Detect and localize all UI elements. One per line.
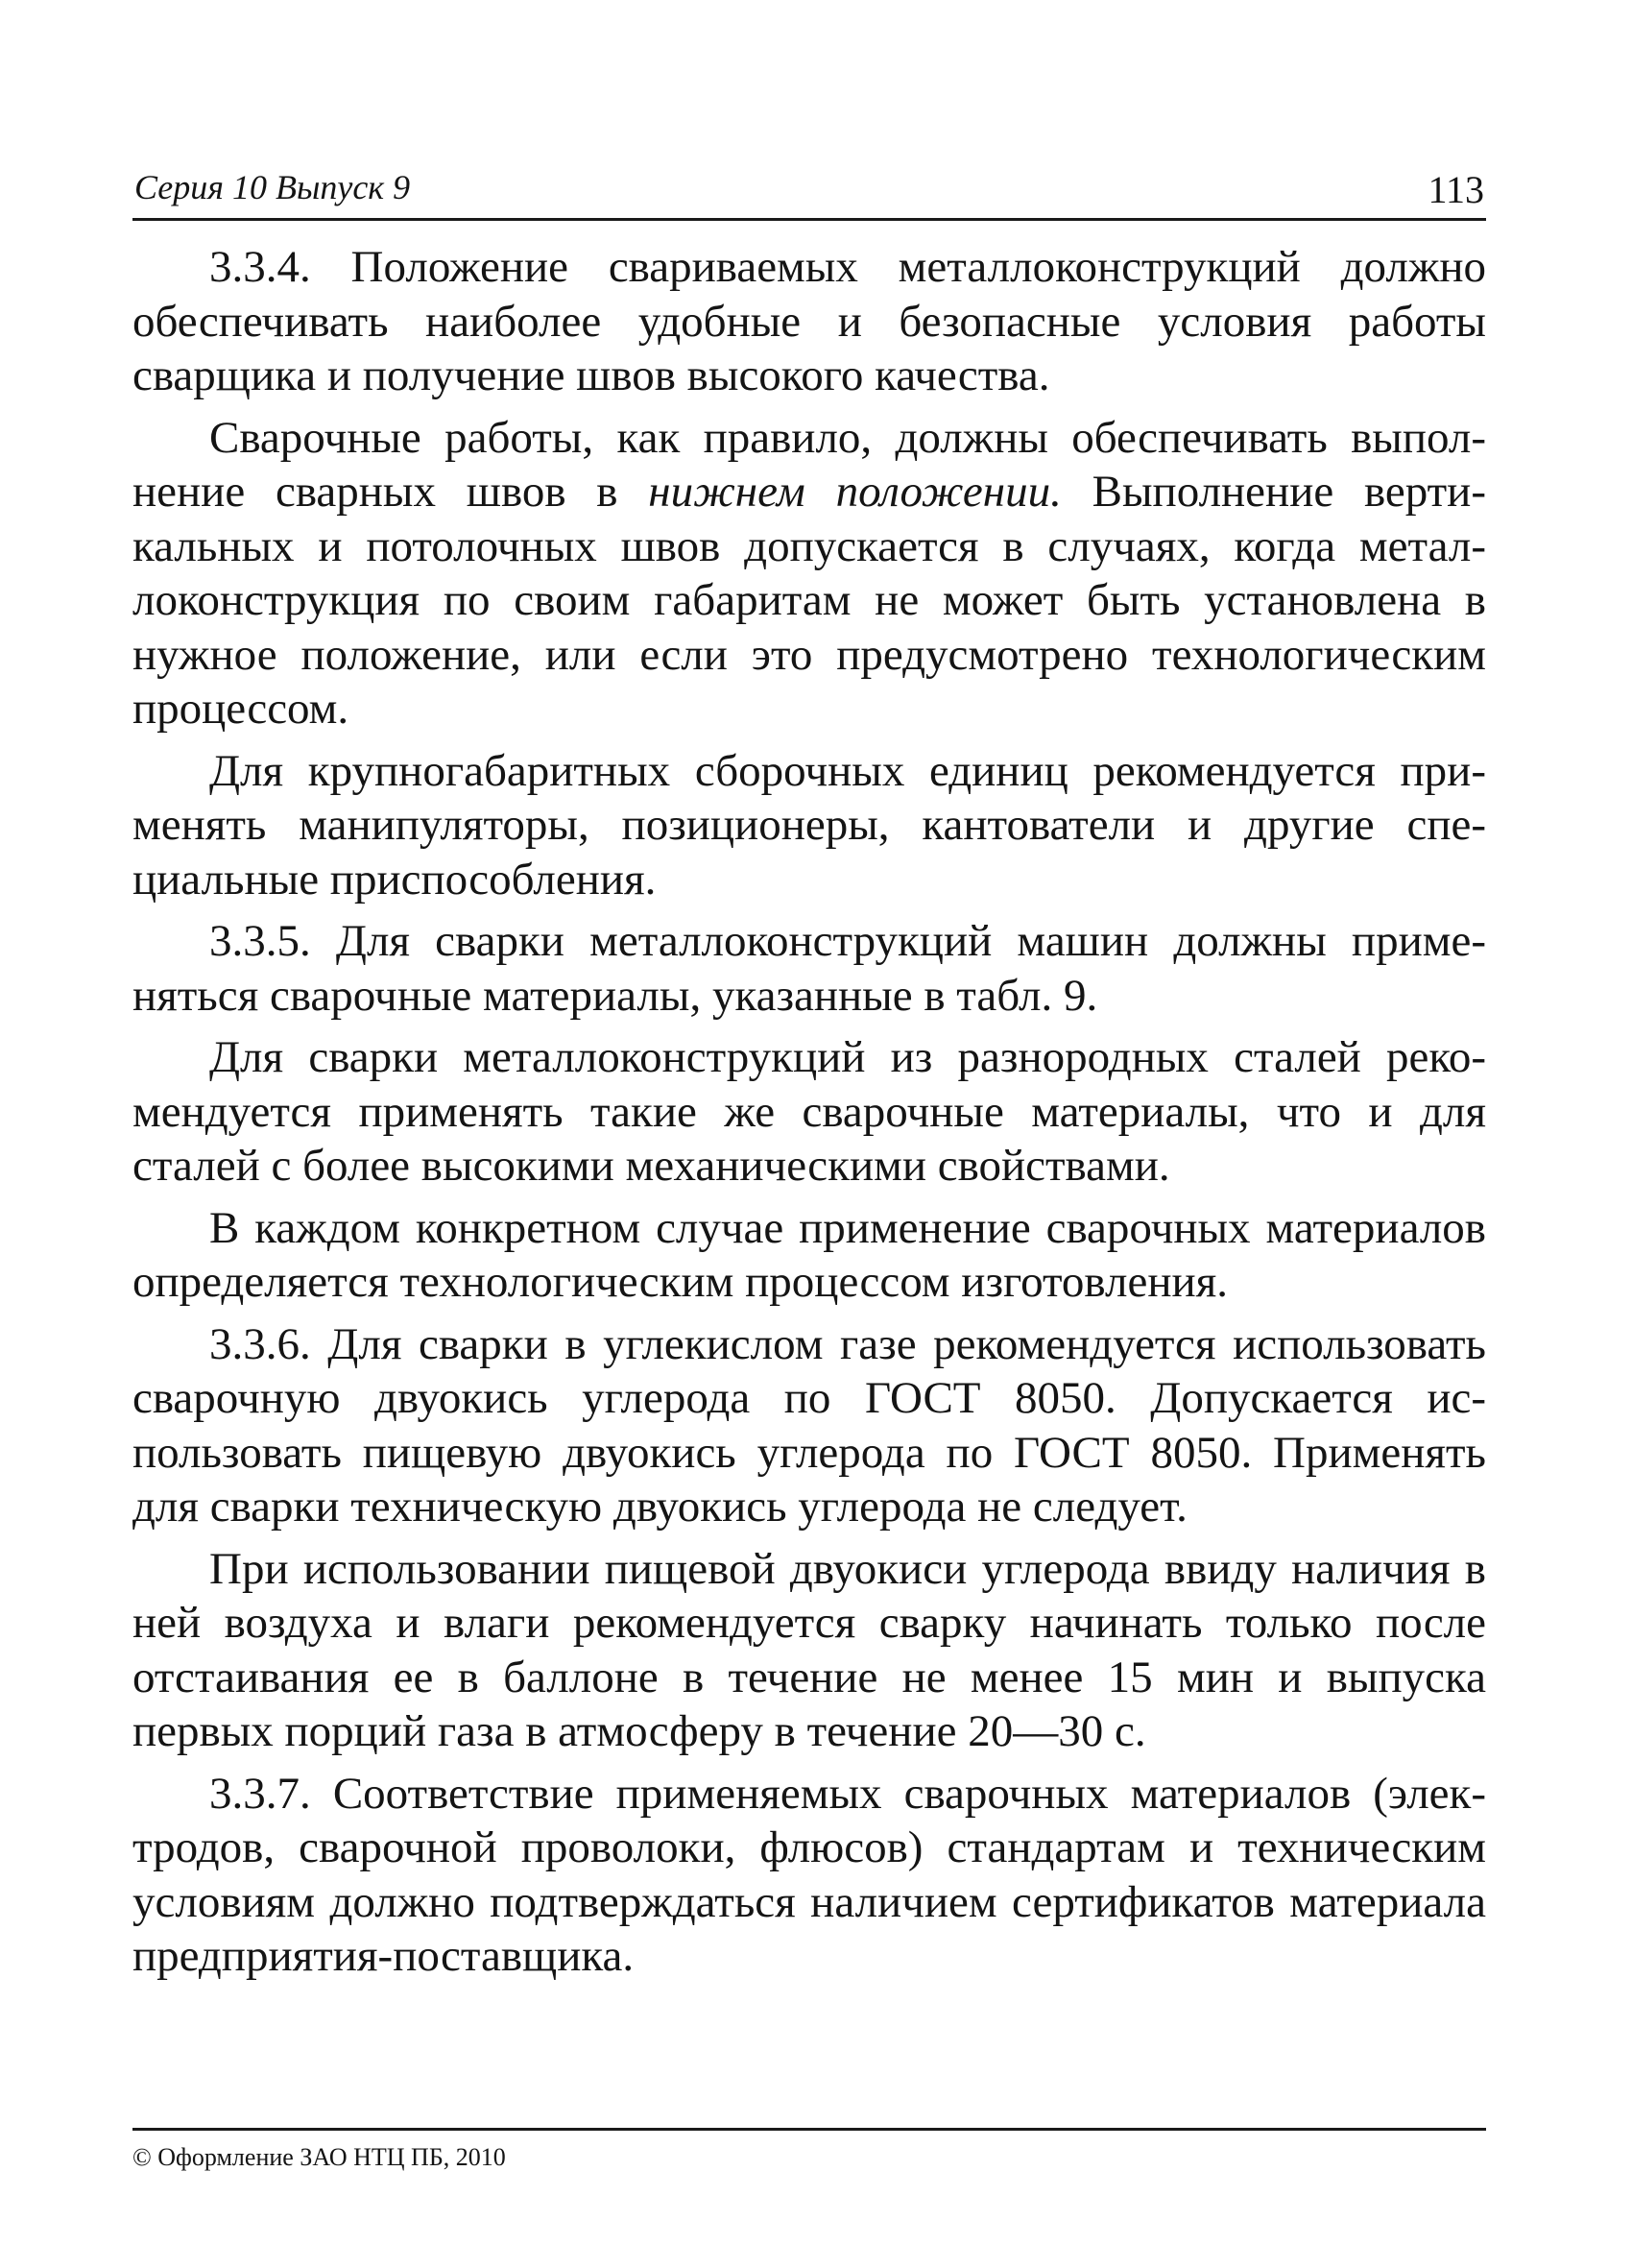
paragraph-3-3-6: 3.3.6. Для сварки в углекислом газе рекомендуется использовать сварочную двуокись углерода по ГОСТ 8050. Допускается использовать пищевую двуокись углерода по ГОСТ 8050. Применять для сварки техническую двуокись углерода не следует.	[132, 1318, 1486, 1532]
paragraph-text: Сварочные работы, как правило, должны обеспечивать выполнение сварных швов в	[132, 412, 1486, 517]
emphasis-text: нижнем положении.	[648, 467, 1062, 517]
paragraph-specific-case: В каждом конкретном случае применение сварочных материалов определяется технологическим процессом изготовления.	[132, 1202, 1486, 1307]
paragraph-3-3-7: 3.3.7. Соответствие применяемых сварочных материалов (электродов, сварочной проволоки, флюсов) стандартам и техническим условиям должно подтверждаться наличием сертификатов материала предприятия-поставщика.	[132, 1768, 1486, 1981]
page-number: 113	[1428, 168, 1484, 211]
page-footer	[132, 2128, 1486, 2173]
paragraph-3-3-4: 3.3.4. Положение свариваемых металлоконструкций должно обеспечивать наиболее удобные и безопасные условия работы сварщика и получение швов высокого качества.	[132, 242, 1486, 400]
paragraph-large-assemblies: Для крупногабаритных сборочных единиц рекомендуется применять манипуляторы, позиционеры, кантователи и другие специальные приспособления.	[132, 745, 1486, 905]
paragraph-3-3-5: 3.3.5. Для сварки металлоконструкций машин должны применяться сварочные материалы, указанные в табл. 9.	[132, 916, 1486, 1021]
paragraph-text: Выполнение вертикальных и потолочных швов допускается в случаях, когда металлоконструкция по своим габаритам не может быть установлена в нужное положение, или если это предусмотрено технологическим процессом.	[132, 467, 1486, 734]
paragraph-food-grade-co2: При использовании пищевой двуокиси углерода ввиду наличия в ней воздуха и влаги рекомендуется сварку начинать только после отстаивания ее в баллоне в течение не менее 15 мин и выпуска первых порций газа в атмосферу в течение 20—30 с.	[132, 1543, 1486, 1756]
paragraph-welding-position	[132, 411, 1486, 736]
page-header	[132, 158, 1486, 221]
page-body	[132, 240, 1486, 1991]
series-issue-label: Серия 10 Выпуск 9	[134, 168, 411, 206]
paragraph-dissimilar-steels: Для сварки металлоконструкций из разнородных сталей рекомендуется применять такие же сварочные материалы, что и для сталей с более высокими механическими свойствами.	[132, 1032, 1486, 1191]
copyright-text: © Оформление ЗАО НТЦ ПБ, 2010	[132, 2143, 506, 2171]
